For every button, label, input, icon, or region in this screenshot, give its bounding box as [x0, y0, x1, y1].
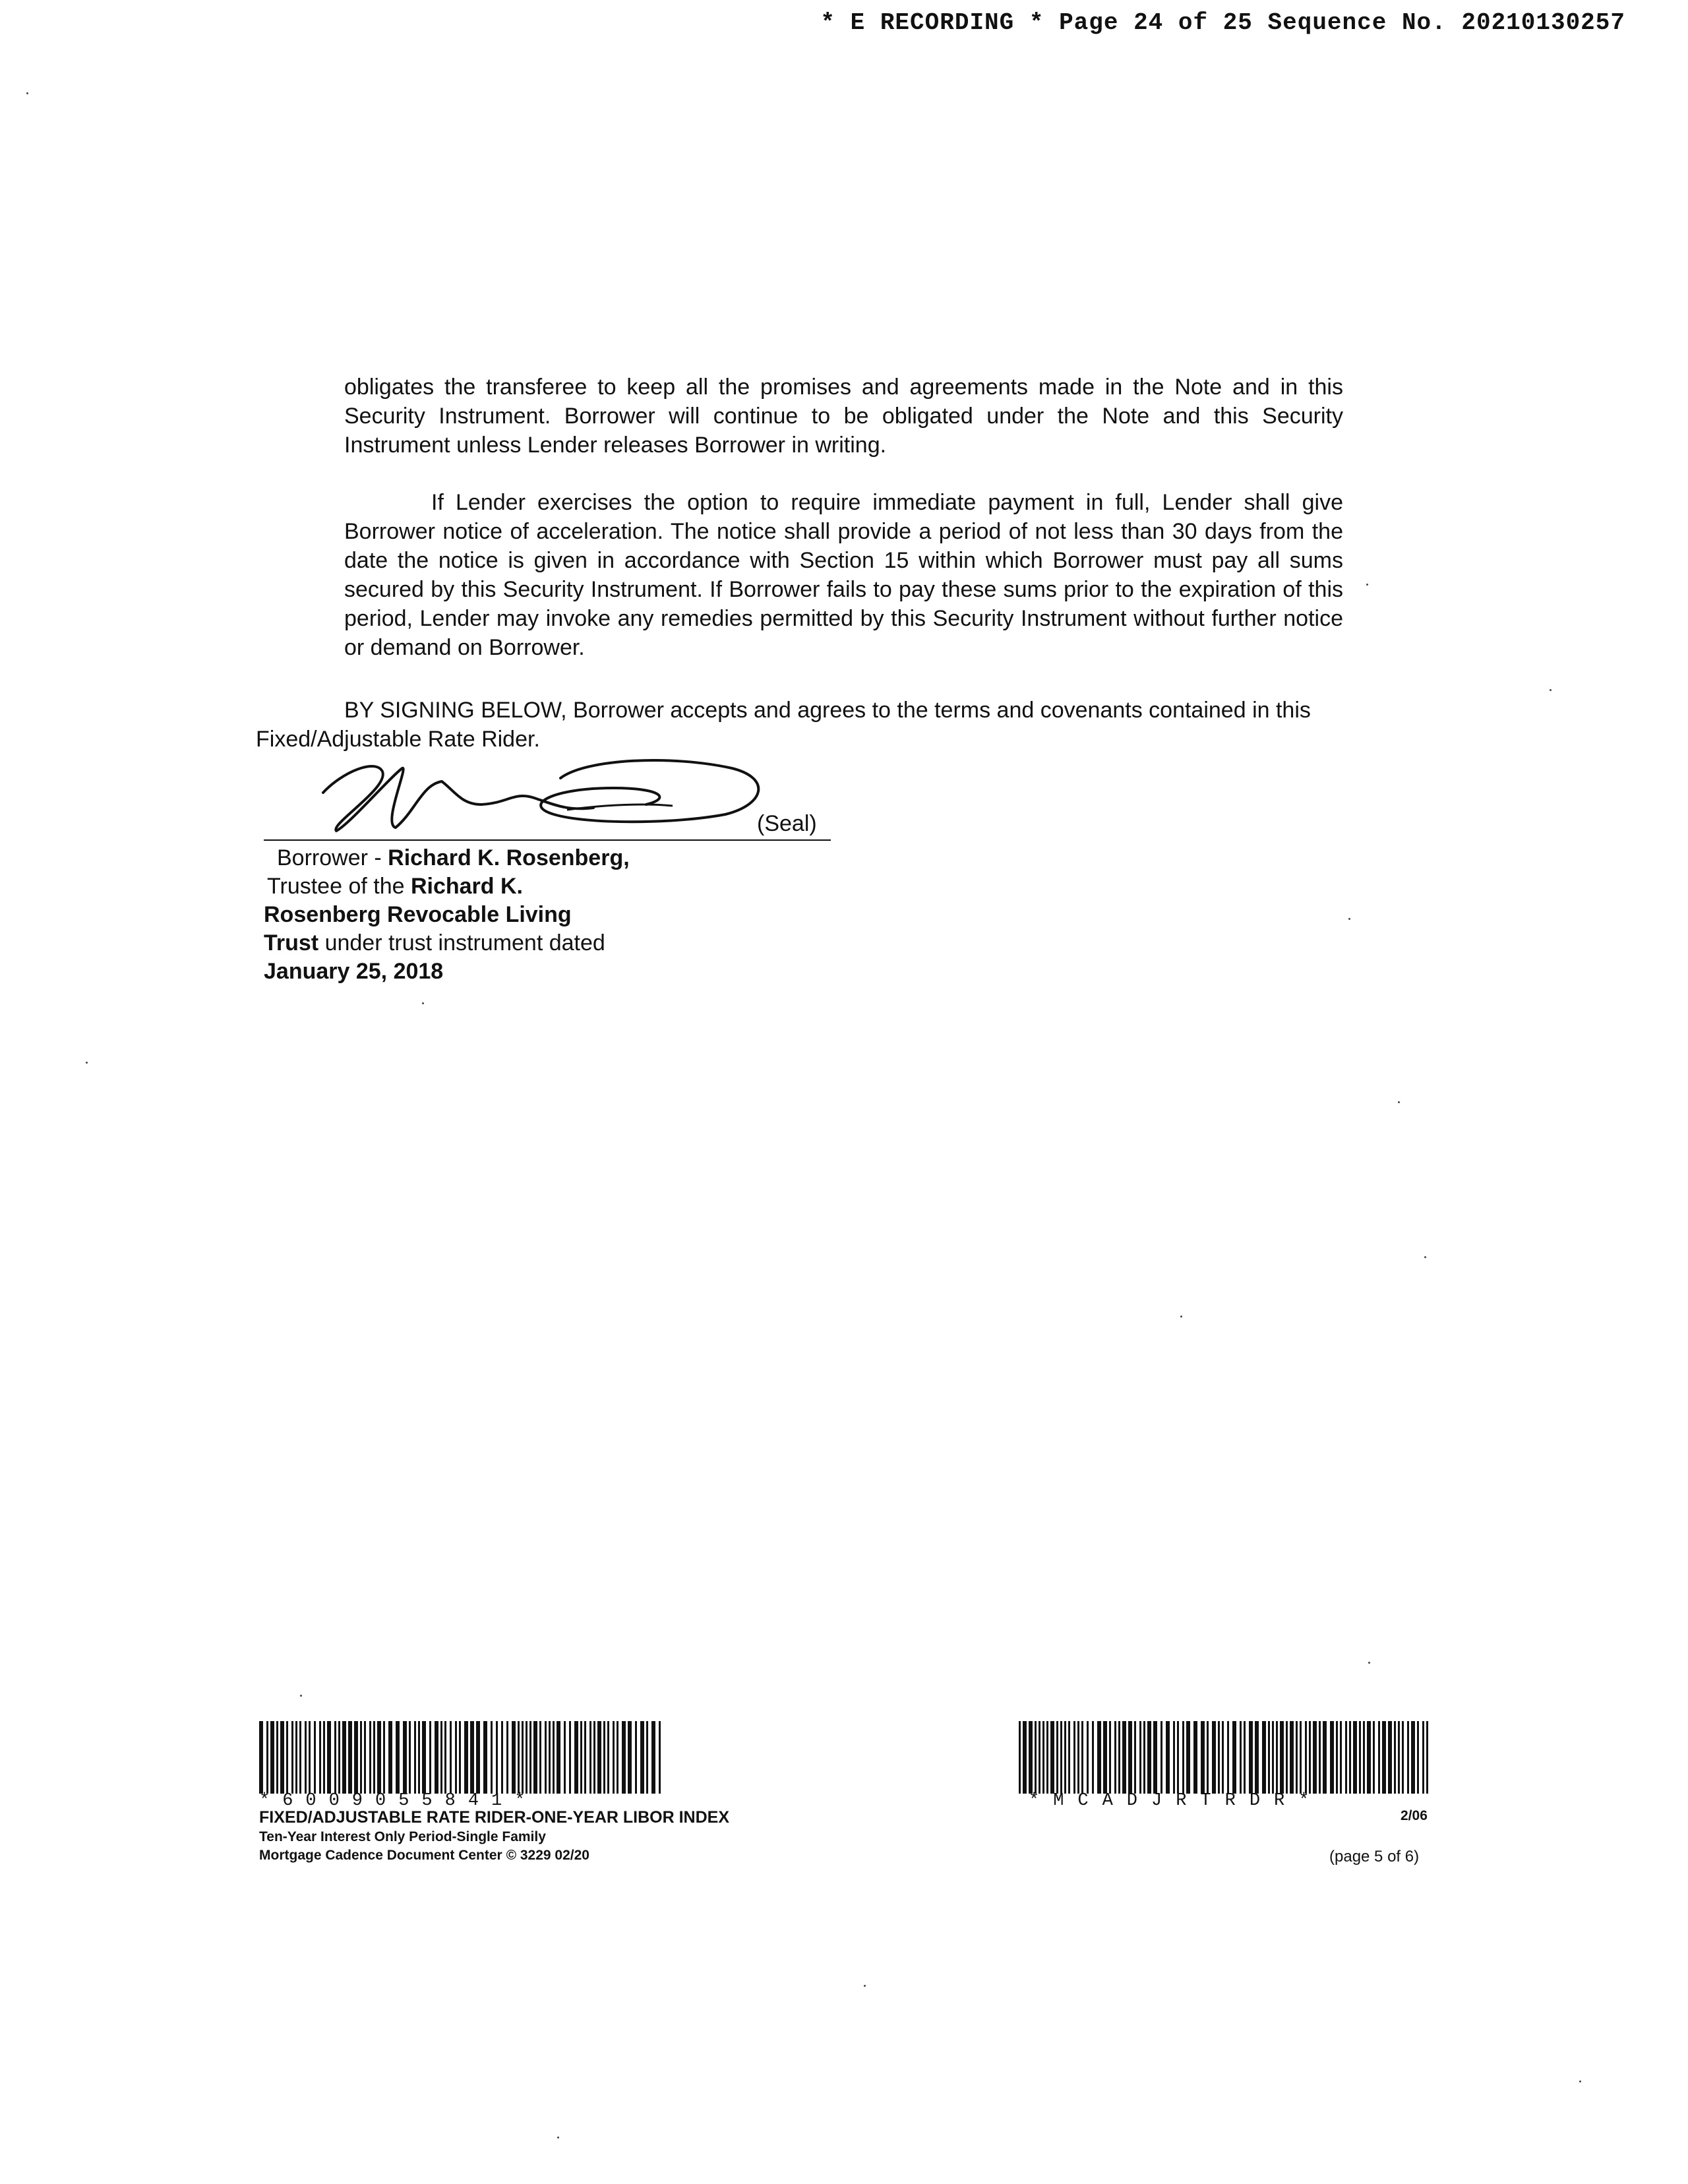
- page-number: (page 5 of 6): [1329, 1848, 1420, 1866]
- barcode-left: [259, 1721, 663, 1794]
- trust-date: January 25, 2018: [264, 959, 444, 984]
- trust-name-part3: Trust: [264, 930, 319, 956]
- barcode-gap: [661, 1721, 663, 1794]
- trust-suffix: under trust instrument dated: [318, 930, 605, 956]
- seal-label: (Seal): [757, 811, 817, 836]
- scan-speck: [1579, 2080, 1581, 2082]
- handwritten-signature: [303, 752, 818, 837]
- barcode-right: [1019, 1721, 1430, 1794]
- form-source: Mortgage Cadence Document Center © 3229 02/20: [259, 1848, 589, 1863]
- borrower-line: [264, 844, 725, 872]
- scan-speck: [1398, 1101, 1400, 1103]
- trustee-line: [264, 872, 725, 901]
- barcode-right-digits: *MCADJRTRDR*: [1029, 1791, 1323, 1811]
- form-code: 2/06: [1401, 1808, 1428, 1823]
- scan-speck: [1424, 1256, 1426, 1258]
- signature-line: [264, 839, 831, 841]
- scan-speck: [1368, 1662, 1370, 1664]
- form-subtitle: Ten-Year Interest Only Period-Single Family: [259, 1829, 546, 1844]
- trustee-of-label: Trustee of the: [267, 874, 411, 899]
- borrower-block: [264, 844, 725, 986]
- borrower-prefix: Borrower -: [277, 845, 388, 870]
- trust-instrument-line: [264, 929, 725, 957]
- scan-speck: [300, 1695, 302, 1697]
- trust-name-part1: Richard K.: [410, 874, 524, 899]
- barcode-left-digits: *6009055841*: [259, 1791, 538, 1811]
- paragraph-acceleration-notice: If Lender exercises the option to require immediate payment in full, Lender shall give Borrower notice of acceleration. The notice shall provide a period of not less than 30 days from the date the notice is given in accordance with Section 15 within which Borrower must pay all sums secured by this Security Instrument. If Borrower fails to pay these sums prior to the expiration of this period, Lender may invoke any remedies permitted by this Security Instrument without further notice or demand on Borrower.: [344, 490, 1343, 660]
- scan-speck: [1348, 918, 1350, 920]
- borrower-name: Richard K. Rosenberg,: [388, 845, 630, 870]
- scan-speck: [864, 1985, 866, 1987]
- recording-stamp: * E RECORDING * Page 24 of 25 Sequence No. 20210130257: [820, 9, 1625, 36]
- form-title: FIXED/ADJUSTABLE RATE RIDER-ONE-YEAR LIBOR INDEX: [259, 1808, 730, 1827]
- trust-name-line: Rosenberg Revocable Living: [264, 902, 572, 927]
- scan-speck: [26, 92, 28, 94]
- signature-block: [264, 752, 831, 844]
- signing-statement: BY SIGNING BELOW, Borrower accepts and agrees to the terms and covenants contained in this Fixed/Adjustable Rate Rider.: [256, 698, 1311, 752]
- scan-speck: [422, 1002, 424, 1004]
- scan-speck: [557, 2137, 559, 2138]
- scan-speck: [1180, 1316, 1182, 1318]
- scan-speck: [1366, 584, 1368, 586]
- barcode-gap: [1428, 1721, 1430, 1794]
- scan-speck: [1550, 689, 1552, 691]
- paragraph-continuation: obligates the transferee to keep all the promises and agreements made in the Note and in this Security Instrument. Borrower will continue to be obligated under the Note and this Security Instrument unless Lender releases Borrower in writing.: [344, 375, 1343, 458]
- scan-speck: [86, 1062, 88, 1064]
